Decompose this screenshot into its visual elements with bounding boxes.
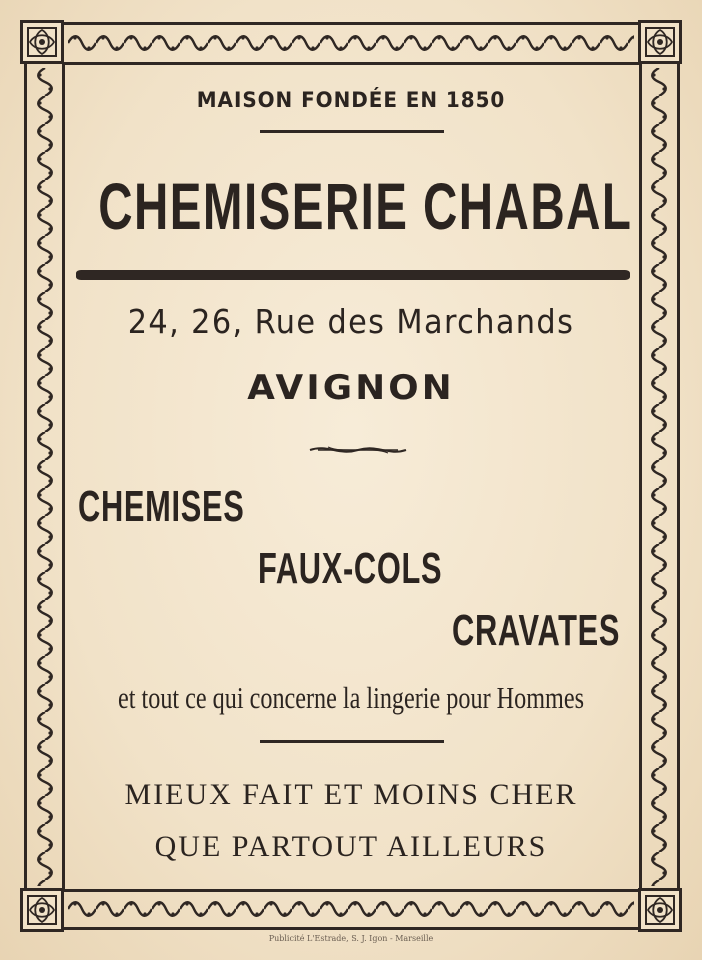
corner-ornament-bottom-left [20, 888, 64, 932]
founded-line: MAISON FONDÉE EN 1850 [196, 88, 506, 112]
corner-ornament-top-left [20, 20, 64, 64]
founded-underline [260, 130, 444, 133]
product-cravates: CRAVATES [452, 606, 621, 655]
corner-ornament-bottom-right [638, 888, 682, 932]
top-ornament-band [68, 32, 634, 54]
tagline-underline [260, 740, 444, 743]
flourish-divider [308, 442, 408, 458]
right-ornament-band [648, 68, 670, 886]
product-faux-cols: FAUX-COLS [258, 544, 443, 593]
shop-city: AVIGNON [247, 368, 455, 408]
tagline: et tout ce qui concerne la lingerie pour Hommes [118, 680, 584, 715]
slogan-line-2: QUE PARTOUT AILLEURS [154, 830, 548, 863]
printer-credit: Publicité L'Estrade, S. J. Igon - Marseille [268, 934, 434, 943]
bottom-ornament-band [68, 898, 634, 920]
shop-address: 24, 26, Rue des Marchands [127, 302, 575, 341]
corner-ornament-top-right [638, 20, 682, 64]
slogan-line-1: MIEUX FAIT ET MOINS CHER [124, 778, 578, 811]
title-underline [76, 270, 630, 280]
left-ornament-band [34, 68, 56, 886]
product-chemises: CHEMISES [78, 482, 245, 531]
shop-title: CHEMISERIE CHABAL [98, 169, 633, 243]
